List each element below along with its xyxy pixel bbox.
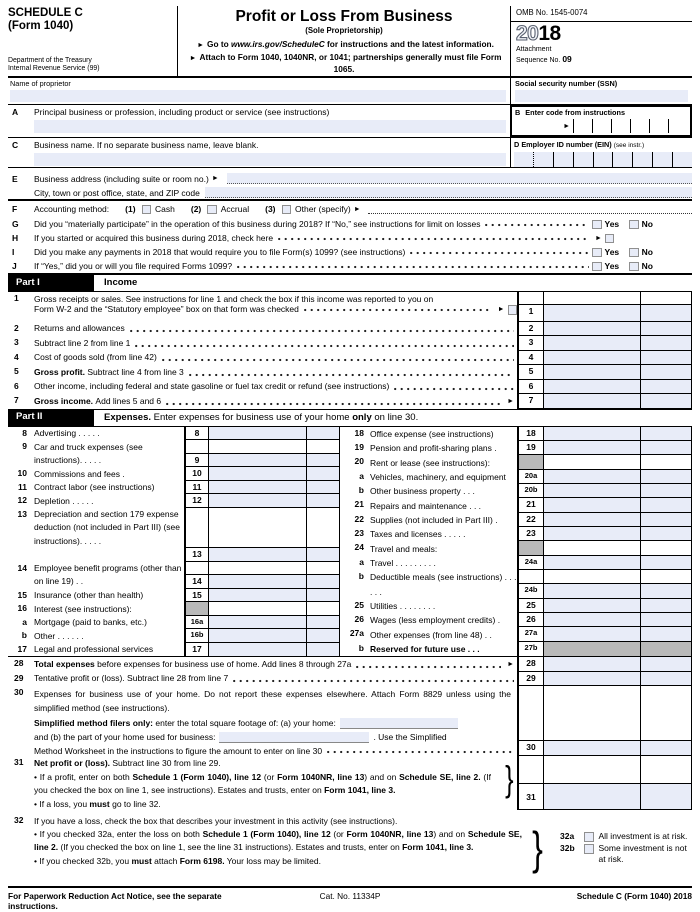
- omb-number: OMB No. 1545-0074: [511, 6, 692, 22]
- gray-cell: [517, 455, 543, 469]
- line-8-cents-field[interactable]: [306, 427, 340, 441]
- line-a-b-row: [8, 105, 692, 138]
- line-29-cents-field[interactable]: [640, 672, 692, 687]
- dot-leader: [278, 237, 589, 241]
- line-1-text1: Gross receipts or sales. See instructions for line 1 and check the box if this income was reported to you on: [34, 293, 434, 304]
- line-11: 11 Contract labor (see instructions) 11: [8, 481, 340, 495]
- line-4-cents-field[interactable]: [640, 351, 692, 366]
- line-27b: b Reserved for future use . . . 27b: [346, 642, 692, 656]
- line-23: 23 Taxes and licenses . . . . . 23: [346, 527, 692, 541]
- line-20b-cents-field[interactable]: [640, 484, 692, 498]
- line-g: G Did you “materially participate” in the operation of this business during 2018? If “No,” see instructions for limit on losses Yes No: [12, 218, 653, 229]
- form-number: (Form 1040): [8, 20, 74, 33]
- line-31-head: Net profit or (loss). Subtract line 30 from line 29.: [34, 758, 221, 768]
- line-26-cents-field[interactable]: [640, 613, 692, 627]
- arrow-icon: ►: [507, 397, 514, 405]
- line-23-cents-field[interactable]: [640, 527, 692, 541]
- line-8-amount-field[interactable]: [208, 427, 306, 441]
- line-i-label: Did you make any payments in 2018 that would require you to file Form(s) 1099? (see instructions): [34, 246, 406, 257]
- line-16b-cents-field[interactable]: [306, 629, 340, 643]
- line-16: 16 Interest (see instructions):: [8, 602, 340, 616]
- box-d-letter: D: [514, 140, 520, 150]
- line-32b-label: Some investment is not at risk.: [598, 843, 687, 864]
- form-title: Profit or Loss From Business: [235, 8, 453, 25]
- line-24a: a Travel . . . . . . . . . 24a: [346, 556, 692, 570]
- line-2: 2 Returns and allowances 2: [8, 322, 692, 337]
- line-19-cents-field[interactable]: [640, 441, 692, 455]
- expenses-left-column: [8, 427, 340, 657]
- comb-cell[interactable]: [553, 152, 573, 167]
- line-30: 30 Expenses for business use of your home. Do not report these expenses elsewhere. Attach Form 8829 unless using the simplified method (see instructions). Simplified method filers only: enter the total square footage of: (a) your home: and (b) the part of your home used for business: . Use the Simplified Method Worksheet in the instructions to figure the amount to enter on line 30 30: [8, 686, 692, 756]
- arrow-icon: ►: [563, 122, 570, 130]
- department-label: Department of the Treasury Internal Revenue Service (99): [8, 56, 100, 73]
- year-outline: 20: [516, 21, 539, 45]
- line-10: 10 Commissions and fees . 10: [8, 467, 340, 481]
- arrow-icon: ►: [595, 234, 602, 242]
- box-b-business-code: [510, 105, 692, 137]
- line-5-amount-field[interactable]: [543, 365, 640, 380]
- line-24b-cents-field[interactable]: [640, 584, 692, 598]
- box-b-letter: B: [515, 108, 521, 118]
- line-e-letter: E: [12, 173, 18, 184]
- line-14: 14 Employee benefit programs (other than on line 19) . . 14: [8, 562, 340, 589]
- line-19: 19 Pension and profit-sharing plans . 19: [346, 441, 692, 455]
- at-risk-boxes: [544, 814, 692, 882]
- line-12-cents-field[interactable]: [306, 494, 340, 508]
- line-21-cents-field[interactable]: [640, 498, 692, 512]
- line-11-amount-field[interactable]: [208, 481, 306, 495]
- line-28-cents-field[interactable]: [640, 657, 692, 672]
- line-20a-amount-field[interactable]: [543, 470, 640, 484]
- line-31: 31 Net profit or (loss). Subtract line 30 from line 29. • If a profit, enter on both Schedule 1 (Form 1040), line 12 (or Form 1040NR, line 13) and on Schedule SE, line 2. (If you checked the box on line 1, see instructions). Estates and trusts, enter on Form 1041, line 3. • If a loss, you must go to line 32. } 31: [8, 756, 692, 812]
- line-16b: b Other . . . . . . 16b: [8, 629, 340, 643]
- line-31-bullet1: • If a profit, enter on both Schedule 1 (Form 1040), line 12 (or Form 1040NR, line 13) and on Schedule SE, line 2. (If you checked the box on line 1, see instructions). Estates and trusts, enter on Form 1041, line 3.: [34, 771, 491, 795]
- dot-leader: [485, 223, 589, 227]
- line-9-cents-field[interactable]: [306, 454, 340, 468]
- line-i-yes-checkbox[interactable]: [592, 248, 602, 258]
- box-d-note: (see instr.): [613, 142, 645, 150]
- gray-cell: [184, 602, 208, 616]
- line-g-no-checkbox[interactable]: [629, 220, 639, 230]
- goto-instructions-line: ► Go to www.irs.gov/ScheduleC for instructions and the latest information.: [197, 38, 494, 49]
- schedule-name: SCHEDULE C (Form 1040): [8, 7, 173, 33]
- proprietor-name-block: [8, 78, 510, 104]
- line-16a-amount-field[interactable]: [208, 616, 306, 630]
- line-13-amount-field[interactable]: [208, 548, 306, 562]
- line-g-label: Did you “materially participate” in the operation of this business during 2018? If “No,” see instructions for limit on losses: [34, 218, 481, 229]
- line-4: 4 Cost of goods sold (from line 42) 4: [8, 351, 692, 366]
- line-3: 3 Subtract line 2 from line 1 3: [8, 336, 692, 351]
- line-9: 9 Car and truck expenses (see instructions). . . . . 9: [8, 440, 340, 467]
- line-c: [8, 138, 510, 167]
- line-15-cents-field[interactable]: [306, 589, 340, 603]
- line-26: 26 Wages (less employment credits) . 26: [346, 613, 692, 627]
- form-subtitle: (Sole Proprietorship): [305, 25, 383, 35]
- dot-leader: [135, 344, 514, 348]
- accrual-checkbox[interactable]: [207, 205, 217, 215]
- line-14-cents-field[interactable]: [306, 575, 340, 589]
- comb-cell[interactable]: [612, 152, 632, 167]
- line-27a-cents-field[interactable]: [640, 627, 692, 641]
- attach-instructions-line: ► Attach to Form 1040, 1040NR, or 1041; partnerships generally must file Form 1065.: [189, 51, 502, 74]
- dot-leader: [162, 358, 514, 362]
- accounting-method-cash: (1) Cash: [125, 203, 175, 214]
- arrow-icon: ►: [211, 175, 219, 183]
- line-16a-cents-field[interactable]: [306, 616, 340, 630]
- line-29-amount-field[interactable]: [543, 672, 640, 687]
- line-j-label: If “Yes,” did you or will you file required Forms 1099?: [34, 260, 233, 271]
- line-21: 21 Repairs and maintenance . . . 21: [346, 498, 692, 512]
- line-10-amount-field[interactable]: [208, 467, 306, 481]
- dot-leader: [189, 373, 514, 377]
- line-5-cents-field[interactable]: [640, 365, 692, 380]
- line-32-head: If you have a loss, check the box that describes your investment in this activity (see instructions).: [34, 816, 398, 826]
- part1-tag: Part I: [8, 275, 94, 291]
- line-7-cents-field[interactable]: [640, 394, 692, 409]
- comb-cell[interactable]: [630, 119, 649, 133]
- line-j-no-checkbox[interactable]: [629, 262, 639, 272]
- line-31-amount-field[interactable]: [543, 784, 640, 810]
- line-3-amount-field[interactable]: [543, 336, 640, 351]
- form-header: [8, 6, 692, 78]
- line-12-amount-field[interactable]: [208, 494, 306, 508]
- line-32-bullet1: • If you checked 32a, enter the loss on both Schedule 1 (Form 1040), line 12 (or Form 1040NR, line 13) and on Schedule SE, line 2. (If you checked the box on line 1, see the line 31 instructions). Estates and trusts, enter on Form 1041, line 3.: [34, 829, 522, 853]
- line-16b-amount-field[interactable]: [208, 629, 306, 643]
- line-7: 7 Gross income. Add lines 5 and 6 ► 7: [8, 394, 692, 409]
- line-32-bullet2: • If you checked 32b, you must attach Form 6198. Your loss may be limited.: [34, 855, 321, 866]
- ein-comb[interactable]: [514, 152, 692, 167]
- line-17-amount-field[interactable]: [208, 643, 306, 657]
- line-27a-amount-field[interactable]: [543, 627, 640, 641]
- comb-cell[interactable]: [611, 119, 630, 133]
- line-17-cents-field[interactable]: [306, 643, 340, 657]
- form-id-block: [8, 6, 178, 76]
- line-27a: 27a Other expenses (from line 48) . . 27a: [346, 627, 692, 641]
- line-14-amount-field[interactable]: [208, 575, 306, 589]
- line-10-cents-field[interactable]: [306, 467, 340, 481]
- comb-cell[interactable]: [593, 152, 613, 167]
- line-4-amount-field[interactable]: [543, 351, 640, 366]
- dot-leader: [166, 402, 501, 406]
- line-25: 25 Utilities . . . . . . . . 25: [346, 599, 692, 613]
- line-h: H If you started or acquired this business during 2018, check here ►: [8, 231, 692, 245]
- line-6: 6 Other income, including federal and state gasoline or fuel tax credit or refund (see instructions) 6: [8, 380, 692, 395]
- line-13-cents-field[interactable]: [306, 548, 340, 562]
- line-a-letter: A: [12, 107, 19, 118]
- line-1-amount-field[interactable]: [543, 305, 640, 322]
- line-25-cents-field[interactable]: [640, 599, 692, 613]
- line-31-cents-field[interactable]: [640, 784, 692, 810]
- line-24a-cents-field[interactable]: [640, 556, 692, 570]
- line-f: [8, 201, 692, 217]
- line-26-amount-field[interactable]: [543, 613, 640, 627]
- gray-cell: [640, 642, 692, 656]
- line-5: 5 Gross profit. Subtract line 4 from line 3 5: [8, 365, 692, 380]
- line-2-amount-field[interactable]: [543, 322, 640, 337]
- arrow-icon: ►: [197, 41, 205, 49]
- line-c-letter: C: [12, 140, 19, 151]
- line-12: 12 Depletion . . . . . 12: [8, 494, 340, 508]
- ssn-block: [510, 78, 692, 104]
- line-28: 28 Total expenses before expenses for business use of home. Add lines 8 through 27a ► 28: [8, 657, 692, 672]
- line-13: 13 Depreciation and section 179 expense deduction (not included in Part III) (see instructions). . . . . 13: [8, 508, 340, 562]
- dot-leader: [304, 308, 492, 312]
- cash-checkbox[interactable]: [142, 205, 152, 215]
- line-22-amount-field[interactable]: [543, 513, 640, 527]
- comb-cell[interactable]: [573, 119, 592, 133]
- line-20a: a Vehicles, machinery, and equipment 20a: [346, 470, 692, 484]
- sequence-number: Sequence No. 09: [516, 53, 572, 64]
- arrow-icon: ►: [507, 660, 514, 668]
- line-19-amount-field[interactable]: [543, 441, 640, 455]
- line-e: [8, 168, 692, 201]
- comb-cell[interactable]: [514, 152, 533, 167]
- proprietor-row: [8, 78, 692, 105]
- comb-cell[interactable]: [573, 152, 593, 167]
- line-32a-label: All investment is at risk.: [598, 831, 688, 841]
- gray-cell: [543, 642, 640, 656]
- line-1-cents-field[interactable]: [640, 305, 692, 322]
- proprietor-name-field[interactable]: [10, 90, 506, 102]
- tax-year: 2018: [516, 21, 561, 45]
- line-2-cents-field[interactable]: [640, 322, 692, 337]
- dot-leader: [237, 265, 589, 269]
- line-30-text: Expenses for business use of your home. Do not report these expenses elsewhere. Attach Form 8829 unless using the simplified method (see instructions).: [34, 689, 511, 713]
- line-e-label2: City, town or post office, state, and ZIP code: [34, 187, 200, 198]
- line-15: 15 Insurance (other than health) 15: [8, 589, 340, 603]
- line-7-amount-field[interactable]: [543, 394, 640, 409]
- line-g-yes-checkbox[interactable]: [592, 220, 602, 230]
- line-16a: a Mortgage (paid to banks, etc.) 16a: [8, 616, 340, 630]
- line-20a-cents-field[interactable]: [640, 470, 692, 484]
- comb-cell[interactable]: [649, 119, 668, 133]
- line-a: [8, 105, 510, 137]
- line-6-cents-field[interactable]: [640, 380, 692, 395]
- line-18-amount-field[interactable]: [543, 427, 640, 441]
- box-d-label: Employer ID number (EIN): [521, 140, 612, 150]
- dot-leader: [130, 329, 514, 333]
- dot-leader: [356, 665, 501, 669]
- line-9-amount-field[interactable]: [208, 454, 306, 468]
- line-h-label: If you started or acquired this business during 2018, check here: [34, 232, 274, 243]
- line-1: 1 Gross receipts or sales. See instructions for line 1 and check the box if this income was reported to you on Form W-2 and the “Statutory employee” box on that form was checked ► 1: [8, 292, 692, 322]
- arrow-icon: ►: [353, 205, 361, 213]
- line-21-amount-field[interactable]: [543, 498, 640, 512]
- line-1-text2: Form W-2 and the “Statutory employee” box on that form was checked: [34, 304, 299, 315]
- line-h-checkbox[interactable]: [605, 234, 615, 244]
- line-8: 8 Advertising . . . . . 8: [8, 427, 340, 441]
- line-e-label: Business address (including suite or room no.): [34, 173, 209, 184]
- expenses-section: [8, 427, 692, 658]
- line-j-yes-checkbox[interactable]: [592, 262, 602, 272]
- line-17: 17 Legal and professional services 17: [8, 643, 340, 657]
- brace-glyph: }: [505, 758, 514, 799]
- line-a-field[interactable]: [34, 120, 506, 133]
- part2-header: [8, 409, 692, 427]
- form-title-block: [178, 6, 510, 76]
- other-checkbox[interactable]: [282, 205, 292, 215]
- line-24: 24 Travel and meals:: [346, 541, 692, 555]
- line-c-field[interactable]: [34, 153, 506, 166]
- proprietor-name-label: Name of proprietor: [10, 78, 71, 88]
- brace-glyph: }: [532, 822, 543, 874]
- omb-year-block: [510, 6, 692, 76]
- ssn-field[interactable]: [515, 90, 688, 102]
- home-square-footage-field[interactable]: [340, 718, 458, 729]
- line-6-amount-field[interactable]: [543, 380, 640, 395]
- line-a-label: Principal business or profession, including product or service (see instructions): [34, 107, 330, 118]
- line-f-letter: F: [12, 203, 18, 214]
- box-b-label: Enter code from instructions: [525, 108, 626, 118]
- city-state-zip-field[interactable]: [205, 187, 692, 198]
- line-32a: 32a All investment is at risk.: [560, 831, 692, 842]
- line-24b-amount-field[interactable]: [543, 584, 640, 598]
- dot-leader: [233, 679, 514, 683]
- arrow-icon: ►: [497, 306, 505, 314]
- line-24b: b Deductible meals (see instructions) . . . . . . 24b: [346, 570, 692, 599]
- line-31-bullet2: • If a loss, you must go to line 32.: [34, 798, 161, 809]
- accounting-method-other: (3) Other (specify) ►: [265, 203, 361, 214]
- line-20b: b Other business property . . . 20b: [346, 484, 692, 498]
- line-20: 20 Rent or lease (see instructions):: [346, 455, 692, 469]
- line-18: 18 Office expense (see instructions) 18: [346, 427, 692, 441]
- line-i-no-checkbox[interactable]: [629, 248, 639, 258]
- part1-header: [8, 273, 692, 292]
- part1-title: Income: [104, 277, 138, 289]
- comb-cell[interactable]: [533, 152, 553, 167]
- comb-cell[interactable]: [672, 152, 692, 167]
- line-22-cents-field[interactable]: [640, 513, 692, 527]
- line-22: 22 Supplies (not included in Part III) . 22: [346, 513, 692, 527]
- expenses-right-column: [340, 427, 692, 657]
- line-29: 29 Tentative profit or (loss). Subtract line 28 from line 7 29: [8, 672, 692, 687]
- line-32a-checkbox[interactable]: [584, 832, 594, 842]
- comb-cell[interactable]: [652, 152, 672, 167]
- gray-cell: [517, 541, 543, 555]
- line-11-cents-field[interactable]: [306, 481, 340, 495]
- paperwork-notice: For Paperwork Reduction Act Notice, see the separate instructions.: [8, 891, 222, 912]
- dot-leader: [327, 750, 514, 754]
- comb-cell[interactable]: [632, 152, 652, 167]
- line-c-label: Business name. If no separate business name, leave blank.: [34, 140, 259, 151]
- line-f-label: Accounting method:: [34, 203, 110, 214]
- business-square-footage-field[interactable]: [219, 732, 369, 743]
- line-24a-amount-field[interactable]: [543, 556, 640, 570]
- accounting-method-accrual: (2) Accrual: [190, 203, 250, 214]
- line-i: I Did you make any payments in 2018 that would require you to file Form(s) 1099? (see instructions) Yes No: [12, 246, 653, 257]
- line-20b-amount-field[interactable]: [543, 484, 640, 498]
- line-32b: 32b Some investment is not at risk.: [560, 843, 692, 865]
- statutory-employee-checkbox[interactable]: [508, 305, 518, 315]
- line-28-amount-field[interactable]: [543, 657, 640, 672]
- dot-leader: [410, 251, 589, 255]
- form-footer: [8, 886, 692, 912]
- line-32b-checkbox[interactable]: [584, 844, 594, 854]
- ssn-label: Social security number (SSN): [515, 78, 618, 88]
- attachment-label: Attachment: [516, 45, 552, 53]
- line-15-amount-field[interactable]: [208, 589, 306, 603]
- line-32: 32 If you have a loss, check the box that describes your investment in this activity (see instructions). • If you checked 32a, enter the loss on both Schedule 1 (Form 1040), line 12 (or Form 1040NR, line 13) and on Schedule SE, line 2. (If you checked the box on line 1, see the line 31 instructions). Estates and trusts, enter on Form 1041, line 3. • If you checked 32b, you must attach Form 6198. Your loss may be limited. } 32a All investment is at risk. 32b Some investment is not at risk.: [8, 814, 692, 882]
- comb-cell[interactable]: [668, 119, 687, 133]
- line-23-amount-field[interactable]: [543, 527, 640, 541]
- line-25-amount-field[interactable]: [543, 599, 640, 613]
- line-3-cents-field[interactable]: [640, 336, 692, 351]
- business-address-field[interactable]: [227, 173, 692, 184]
- comb-cell[interactable]: [592, 119, 611, 133]
- catalog-number: Cat. No. 11334P: [319, 891, 381, 901]
- form-footer-id: Schedule C (Form 1040) 2018: [576, 891, 692, 901]
- line-18-cents-field[interactable]: [640, 427, 692, 441]
- arrow-icon: ►: [189, 54, 197, 62]
- line-c-d-row: [8, 138, 692, 168]
- business-code-comb[interactable]: [515, 119, 687, 133]
- line-30-cents-field[interactable]: [640, 741, 692, 756]
- line-j: J If “Yes,” did you or will you file required Forms 1099? Yes No: [12, 260, 653, 271]
- part2-tag: Part II: [8, 410, 94, 426]
- line-30-amount-field[interactable]: [543, 741, 640, 756]
- dot-leader: [394, 387, 514, 391]
- box-d-ein: [510, 138, 692, 167]
- part2-title: Expenses. Enter expenses for business use of your home only on line 30.: [104, 411, 419, 423]
- other-specify-field[interactable]: [368, 205, 692, 214]
